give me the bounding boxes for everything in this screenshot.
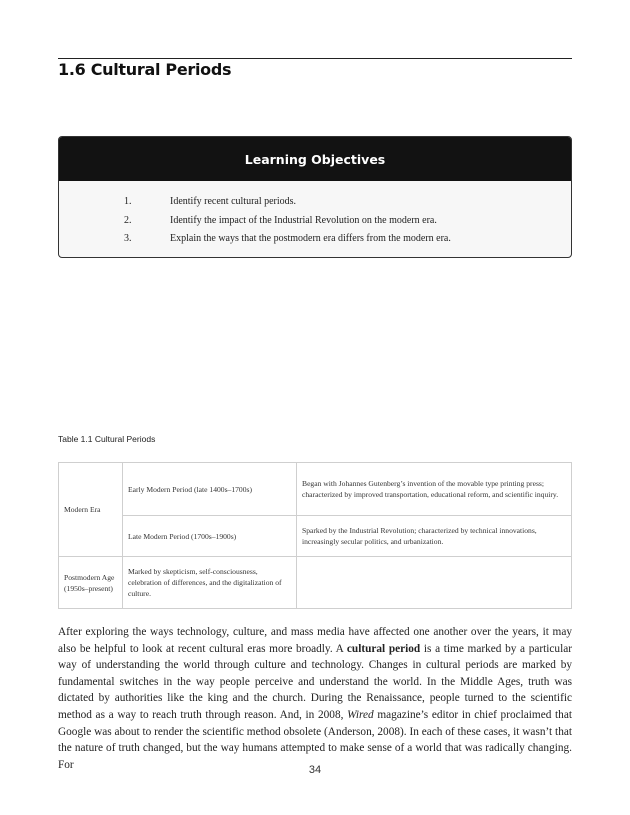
learning-objectives-box [58,136,572,258]
learning-objectives-list [59,181,571,249]
period-cell: Late Modern Period (1700s–1900s) [123,516,297,557]
body-paragraph [58,624,572,773]
cultural-periods-table [58,462,572,609]
table-row [59,463,572,516]
glossary-term: cultural period [346,642,421,655]
objective-text: Explain the ways that the postmodern era differs from the modern era. [170,233,451,244]
table-row [59,516,572,557]
objective-number: 3. [124,233,132,244]
paragraph-text: After exploring the ways technology, culture, and mass media have affected one another over the years, it may also be helpful to look at recent cultural eras more broadly. A [58,626,572,655]
objective-text: Identify the impact of the Industrial Revolution on the modern era. [170,214,437,226]
era-cell: Postmodern Age (1950s–present) [59,557,123,609]
period-cell: Marked by skepticism, self-consciousness, celebration of differences, and the digitalization of culture. [123,557,297,609]
description-cell: Began with Johannes Gutenberg’s invention of the movable type printing press; characterized by improved transportation, educational reform, and scientific inquiry. [297,463,572,516]
description-cell: Sparked by the Industrial Revolution; characterized by technical innovations, increasingly secular politics, and urbanization. [297,516,572,557]
objective-text: Identify recent cultural periods. [170,196,297,207]
objective-number: 1. [124,196,132,207]
paragraph-text: magazine’s editor in chief proclaimed that Google was about to render the scientific method obsolete (Anderson, 2008). In each of these cases, it wasn’t that the nature of truth changed, but the way humans attempted to make sense of a world that was radically changing. For [58,708,572,771]
objective-item [59,193,571,212]
description-cell [297,557,572,609]
page-number: 34 [308,764,322,776]
objective-number: 2. [124,214,132,226]
learning-objectives-heading: Learning Objectives [59,137,571,181]
magazine-title: Wired [347,708,374,721]
paragraph-text: is a time marked by a particular way of understanding the world through culture and technology. Changes in cultural periods are marked by fundamental switches in the way people perceive and understand the world. In the Middle Ages, truth was dictated by authorities like the king and the church. During the Renaissance, people turned to the scientific method as a way to reach truth through reason. And, in 2008, [58,642,572,721]
period-cell: Early Modern Period (late 1400s–1700s) [123,463,297,516]
era-cell: Modern Era [59,463,123,557]
table-caption: Table 1.1 Cultural Periods [58,434,156,444]
section-title: 1.6 Cultural Periods [58,60,232,79]
objective-item [59,212,571,231]
objective-item [59,230,571,249]
header-rule [58,58,572,59]
table-row [59,557,572,609]
